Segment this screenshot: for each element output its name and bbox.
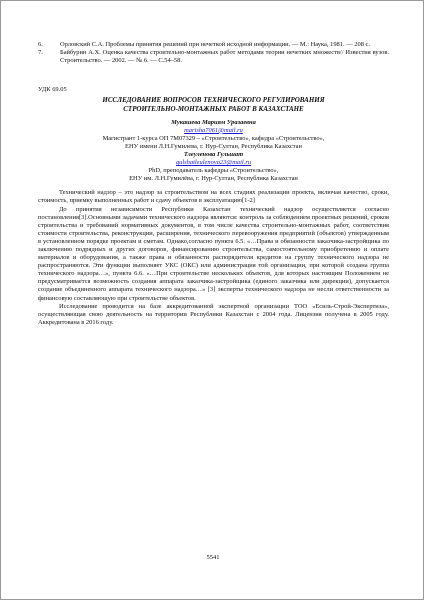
reference-list [38,41,389,65]
body-paragraph: Технический надзор – это надзор за строительством на всех стадиях реализации проекта, включая качество, сроки, стоимость, приемку выполненных работ и сдачу объектов в эксплуатацию[1-2] [38,189,389,205]
reference-number: 6. [38,41,43,48]
reference-number: 7. [38,49,43,57]
author-email-link[interactable]: marisha7061@mail.ru [184,126,243,134]
udc-code: УДК 69.05 [38,86,67,94]
author-name: Мукашева Мариям Уразаевна [171,118,256,126]
reference-text: Орловский С.А. Проблемы принятия решений при нечеткой исходной информации. — М.: Наука, 1981. — 208 с. [60,41,370,48]
article-title [38,96,389,113]
author-affiliation: ЕНУ им. Л.Н.Гумилёва, г. Нур-Султан, Республика Казахстан [129,175,298,183]
author-email-line [38,159,389,167]
author-affiliation: Магистрант 1-курса ОП 7М07329 – «Строительство», кафедра «Строительство», [102,134,325,142]
article-title-line2: СТРОИТЕЛЬНО-МОНТАЖНЫХ РАБОТ В КАЗАХСТАНЕ [123,104,304,113]
author-email-link[interactable]: gulshatleulenova23@mail.ru [175,159,252,167]
body-paragraph: До принятия независимости Республики Казахстан технический надзор осуществляется согласно постановления[3].Основными задачами технического надзора являются: контроль за соблюдением проектных решений, сроков строительства и требований нормативных документов, в том числе качества строительно-монтажных работ, соответствия стоимости строительства, реконструкции, расширения, технического перевооружения предприятий (объектов) утвержденным в установленном порядке проектам и сметам. Однако,согласно пункта 6.5. «…Права и обязанности заказчика-застройщика по заключению подрядных и других договоров, финансированию строительства, самостоятельному приобретению и оплате материалов и оборудования, а также права и обязанности распорядителя кредитов на группу технического надзора не распространяются. Эти функции выполняет УКС (ОКС) или администрация той организации, при которой создана группа технического надзора…», пункта 6.6. «…При строительстве нескольких объектов, для которых настоящим Положением не предусматривается возможность создания аппарата заказчика-застройщика (единого заказчика или дирекции), допускается создание объединенного аппарата технического надзора…» [3] эксперты технического надзора не несли ответственности за финансовую составляющую при строительстве объектов. [38,205,389,302]
author-name: Тлеуленова Гульшат [183,150,244,158]
article-body [38,189,389,327]
author-affiliation: PhD, преподаватель кафедры «Строительство», [148,167,279,175]
reference-item [38,49,389,65]
article-title-line1: ИССЛЕДОВАНИЕ ВОПРОСОВ ТЕХНИЧЕСКОГО РЕГУЛИРОВАНИЯ [102,96,325,105]
author-affiliation: ЕНУ имени Л.Н.Гумилева, г. Нур-Султан, Республика Казахстан [125,142,302,150]
page-content [38,41,389,327]
reference-text: Байбурин А.Х. Оценка качества строительно-монтажных работ методами теории нечетких множеств// Известия вузов. Строительство. — 2002. — № 6. — С.54–58. [60,49,389,65]
author-email-line [38,127,389,135]
body-paragraph: Исследование проводится на базе аккредитованной экспертной организации ТОО «Есиль-Строй-Экспертиза», осуществляющая свою деятельность на территории Республики Казахстан с 2004 года. Лицензия получена в 2005 году. Аккредитована в 2016 году. [38,302,389,326]
reference-item [38,41,389,49]
author-block [38,119,389,184]
page-number: 5541 [206,554,220,561]
